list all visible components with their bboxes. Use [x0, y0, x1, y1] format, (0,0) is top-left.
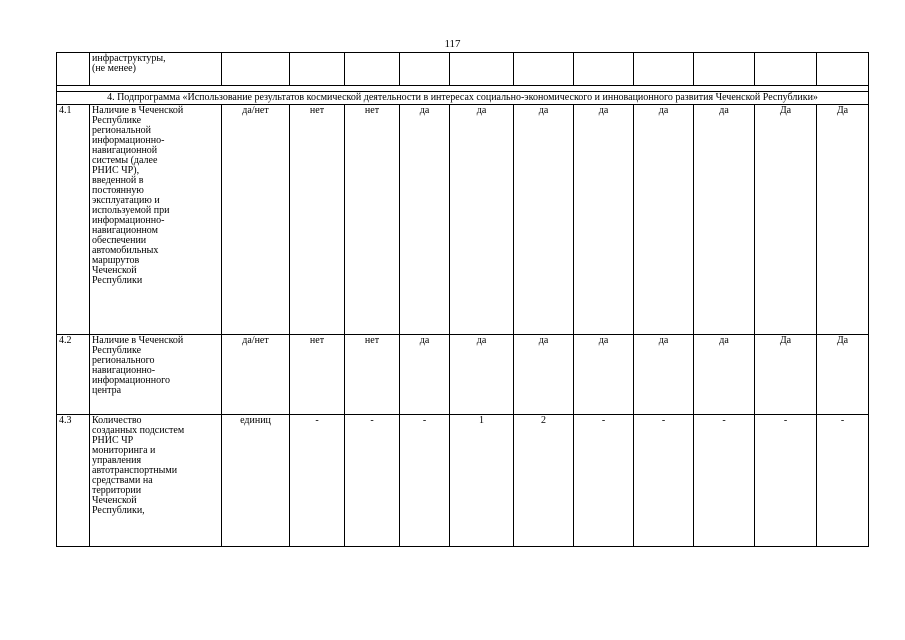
unit-cell: единиц	[222, 415, 290, 547]
unit-cell	[222, 53, 290, 86]
value-cell: 1	[450, 415, 514, 547]
table-row	[57, 105, 869, 335]
unit-cell: да/нет	[222, 335, 290, 415]
value-cell: -	[694, 415, 755, 547]
value-cell: да	[450, 335, 514, 415]
value-cell: да	[400, 105, 450, 335]
indicator-cell: Наличие в Чеченской Республике региональной информационно- навигационной системы (далее РНИС ЧР), введенной в постоянную эксплуатацию и используемой при информационно- навигационном обеспечении автомобильных маршрутов Чеченской Республики	[90, 105, 222, 335]
value-cell: да	[450, 105, 514, 335]
value-cell: -	[574, 415, 634, 547]
value-cell: да	[694, 335, 755, 415]
indicator-cell: Количество созданных подсистем РНИС ЧР мониторинга и управления автотранспортными средствами на территории Чеченской Республики,	[90, 415, 222, 547]
value-cell	[574, 53, 634, 86]
value-cell	[514, 53, 574, 86]
value-cell: 2	[514, 415, 574, 547]
value-cell: да	[514, 105, 574, 335]
value-cell: Да	[755, 335, 817, 415]
unit-cell: да/нет	[222, 105, 290, 335]
value-cell: да	[694, 105, 755, 335]
value-cell: нет	[345, 335, 400, 415]
row-number: 4.3	[57, 415, 90, 547]
value-cell	[817, 53, 869, 86]
section-title: 4. Подпрограмма «Использование результатов космической деятельности в интересах социально-экономического и инновационного развития Чеченской Республики»	[57, 92, 869, 105]
value-cell: -	[400, 415, 450, 547]
value-cell: -	[634, 415, 694, 547]
value-cell	[634, 53, 694, 86]
value-cell: Да	[817, 335, 869, 415]
table-row-section	[57, 92, 869, 105]
value-cell	[450, 53, 514, 86]
indicator-cell: Наличие в Чеченской Республике регионального навигационно- информационного центра	[90, 335, 222, 415]
value-cell: нет	[290, 105, 345, 335]
value-cell: да	[574, 335, 634, 415]
value-cell	[694, 53, 755, 86]
table-row	[57, 415, 869, 547]
value-cell: Да	[817, 105, 869, 335]
table-row-continuation	[57, 53, 869, 86]
value-cell	[290, 53, 345, 86]
value-cell	[345, 53, 400, 86]
value-cell: да	[634, 105, 694, 335]
value-cell: нет	[290, 335, 345, 415]
value-cell: -	[345, 415, 400, 547]
row-number	[57, 53, 90, 86]
value-cell: нет	[345, 105, 400, 335]
table-row	[57, 335, 869, 415]
page-number: 117	[444, 38, 461, 50]
value-cell: да	[634, 335, 694, 415]
value-cell	[755, 53, 817, 86]
indicators-table	[56, 52, 869, 547]
value-cell: -	[290, 415, 345, 547]
value-cell: -	[817, 415, 869, 547]
value-cell: -	[755, 415, 817, 547]
value-cell: да	[400, 335, 450, 415]
row-number: 4.1	[57, 105, 90, 335]
indicator-cell: инфраструктуры, (не менее)	[90, 53, 222, 86]
value-cell: да	[574, 105, 634, 335]
value-cell	[400, 53, 450, 86]
value-cell: да	[514, 335, 574, 415]
value-cell: Да	[755, 105, 817, 335]
row-number: 4.2	[57, 335, 90, 415]
